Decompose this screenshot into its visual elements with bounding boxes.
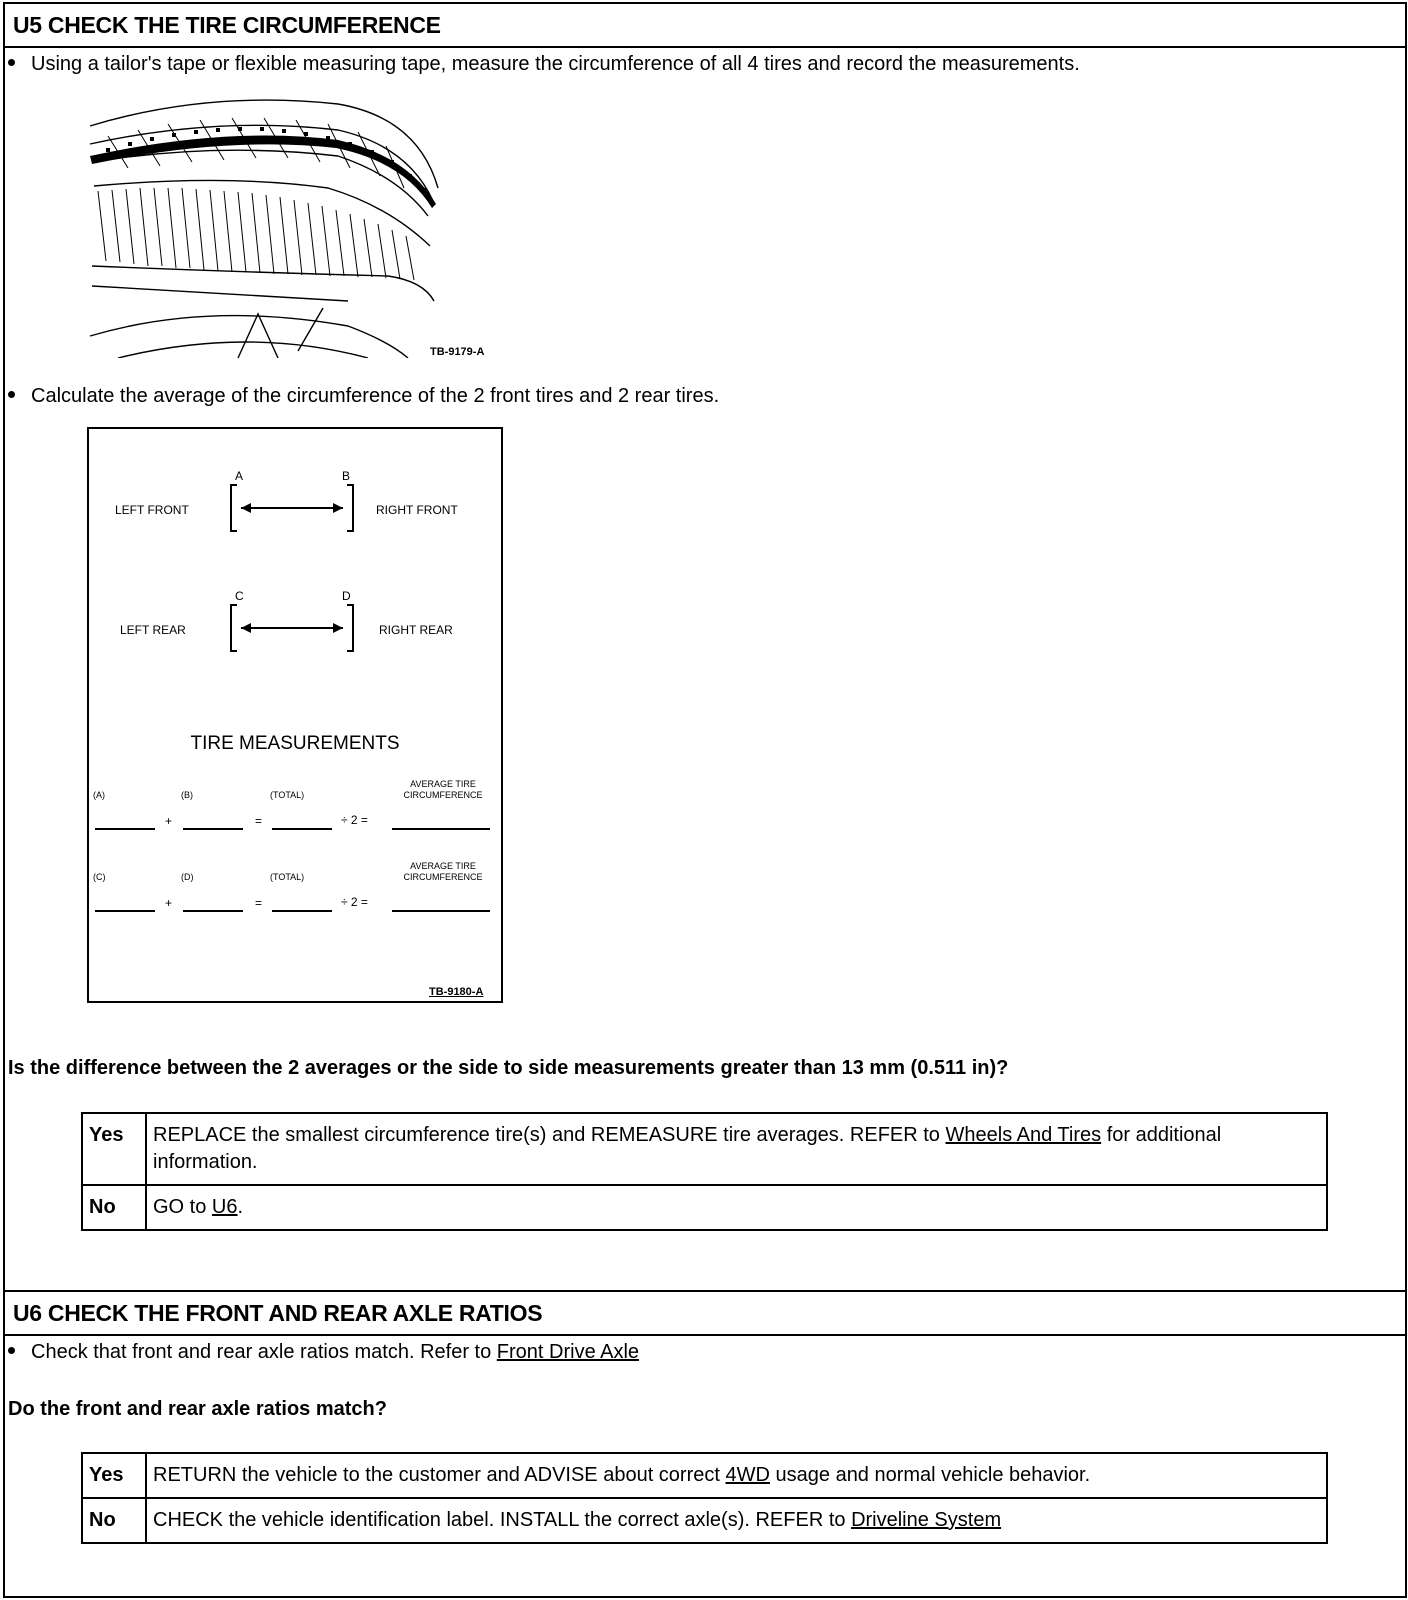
- row2-equals: =: [255, 896, 263, 910]
- u6-answer-table: [81, 1452, 1328, 1544]
- row2-d-label: (D): [181, 872, 194, 882]
- row2-c-label: (C): [93, 872, 106, 882]
- step-u6: [3, 1290, 1407, 1598]
- answer-no-label: No: [82, 1185, 146, 1230]
- answer-no-text: CHECK the vehicle identification label. INSTALL the correct axle(s). REFER to Driveline System: [146, 1498, 1327, 1543]
- row2-plus: +: [165, 896, 173, 910]
- row2-blank-d: [183, 910, 243, 912]
- row1-a-label: (A): [93, 790, 105, 800]
- row2-blank-avg: [392, 910, 490, 912]
- row1-avg-label: AVERAGE TIRE CIRCUMFERENCE: [403, 779, 483, 800]
- row1-blank-a: [95, 828, 155, 830]
- answer-yes-label: Yes: [82, 1113, 146, 1185]
- row1-blank-b: [183, 828, 243, 830]
- bullet-icon: [8, 1347, 15, 1354]
- label-a: A: [235, 469, 244, 483]
- row2-blank-c: [95, 910, 155, 912]
- row1-blank-total: [272, 828, 332, 830]
- figure1-caption: TB-9179-A: [430, 346, 485, 358]
- answer-no-label: No: [82, 1498, 146, 1543]
- label-right-front: RIGHT FRONT: [376, 503, 458, 517]
- label-c: C: [235, 589, 244, 603]
- answer-yes-label: Yes: [82, 1453, 146, 1498]
- bullet-icon: [8, 59, 15, 66]
- tire-tape-illustration: [88, 96, 508, 358]
- table-row: [82, 1113, 1327, 1185]
- answer-yes-text: RETURN the vehicle to the customer and ADVISE about correct 4WD usage and normal vehicle behavior.: [146, 1453, 1327, 1498]
- step-u6-header: U6 CHECK THE FRONT AND REAR AXLE RATIOS: [5, 1292, 1405, 1336]
- label-b: B: [342, 469, 351, 483]
- figure2-caption: TB-9180-A: [429, 986, 484, 998]
- row1-plus: +: [165, 814, 173, 828]
- wheels-and-tires-link[interactable]: Wheels And Tires: [945, 1124, 1102, 1146]
- u5-question: Is the difference between the 2 averages or the side to side measurements greater than 13 mm (0.511 in)?: [8, 1057, 1009, 1079]
- row2-avg-label: AVERAGE TIRE CIRCUMFERENCE: [403, 861, 483, 882]
- driveline-system-link[interactable]: Driveline System: [851, 1509, 1002, 1531]
- tire-arrows-svg: [89, 429, 501, 689]
- label-right-rear: RIGHT REAR: [379, 623, 453, 637]
- answer-no-text: GO to U6.: [146, 1185, 1327, 1230]
- 4wd-link[interactable]: 4WD: [725, 1464, 770, 1486]
- row1-blank-avg: [392, 828, 490, 830]
- u6-link[interactable]: U6: [211, 1196, 238, 1218]
- row2-blank-total: [272, 910, 332, 912]
- table-row: [82, 1185, 1327, 1230]
- answer-yes-text: REPLACE the smallest circumference tire(s) and REMEASURE tire averages. REFER to Wheels And Tires for additional information.: [146, 1113, 1327, 1185]
- bullet-icon: [8, 391, 15, 398]
- table-row: [82, 1453, 1327, 1498]
- u5-bullet-measure: Using a tailor's tape or flexible measuring tape, measure the circumference of all 4 tires and record the measurements.: [8, 53, 1080, 76]
- u6-question: Do the front and rear axle ratios match?: [8, 1398, 387, 1420]
- u6-bullet-check: Check that front and rear axle ratios match. Refer to Front Drive Axle: [8, 1341, 639, 1364]
- label-d: D: [342, 589, 351, 603]
- label-left-rear: LEFT REAR: [120, 623, 186, 637]
- u5-answer-table: [81, 1112, 1328, 1231]
- u5-bullet-calculate: Calculate the average of the circumference of the 2 front tires and 2 rear tires.: [8, 385, 719, 408]
- label-left-front: LEFT FRONT: [115, 503, 189, 517]
- row1-b-label: (B): [181, 790, 193, 800]
- tire-measurement-diagram: [87, 427, 503, 1003]
- front-drive-axle-link[interactable]: Front Drive Axle: [496, 1341, 640, 1363]
- step-u5-header: U5 CHECK THE TIRE CIRCUMFERENCE: [5, 4, 1405, 48]
- diagram-title: TIRE MEASUREMENTS: [190, 733, 400, 754]
- row2-total-label: (TOTAL): [270, 872, 305, 882]
- row1-equals: =: [255, 814, 263, 828]
- tire-illustration-svg: [88, 96, 508, 358]
- row1-total-label: (TOTAL): [270, 790, 305, 800]
- row2-divide: ÷ 2 =: [341, 895, 368, 909]
- table-row: [82, 1498, 1327, 1543]
- row1-divide: ÷ 2 =: [341, 813, 368, 827]
